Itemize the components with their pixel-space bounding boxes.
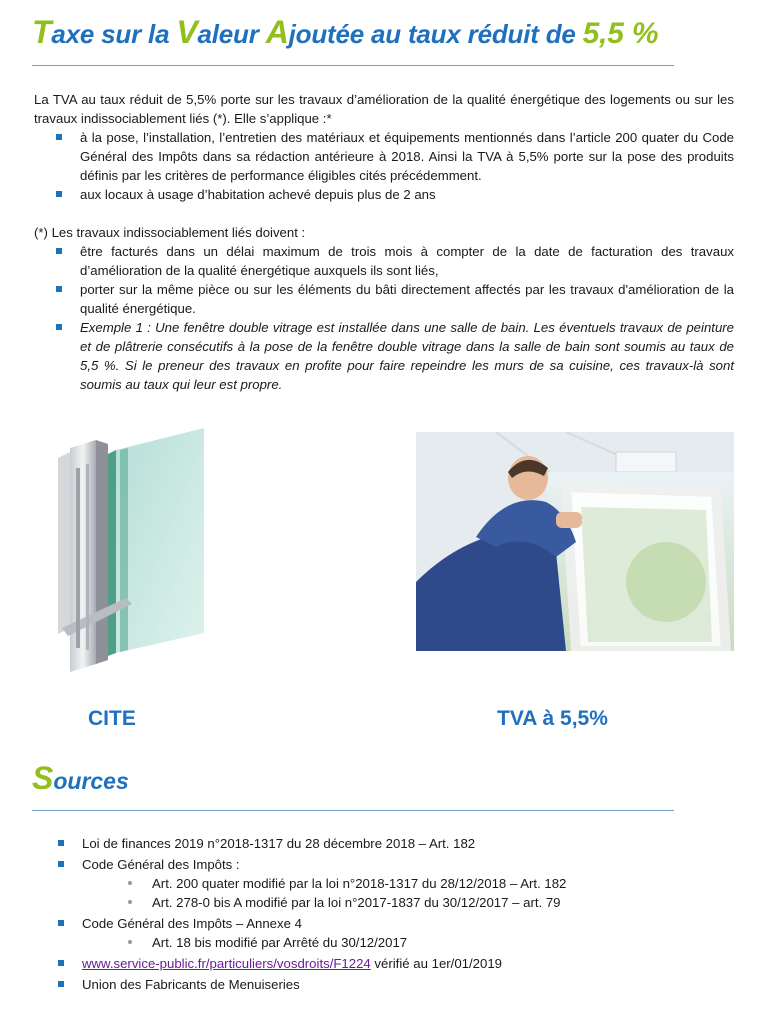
example-item: Exemple 1 : Une fenêtre double vitrage est installée dans une salle de bain. Les éventuels travaux de peinture et de plâtrerie consécutifs à la pose de la fenêtre double vitrage dans la salle de bain sont soumis au taux de 5,5 %. Si le preneur des travaux en profite pour faire repeindre les murs de sa cuisine, ces travaux-là sont soumis au taux qui leur est propre. [80, 318, 734, 394]
window-profile-image [56, 428, 206, 672]
square-bullet-icon [58, 920, 64, 926]
list-item: Union des Fabricants de Menuiseries [58, 975, 618, 994]
tva-caption: TVA à 5,5% [497, 707, 608, 730]
title-divider [32, 65, 674, 66]
tva-description [34, 90, 734, 394]
square-bullet-icon [56, 286, 62, 292]
list-item: Loi de finances 2019 n°2018-1317 du 28 décembre 2018 – Art. 182 [58, 834, 618, 853]
list-item: Art. 200 quater modifié par la loi n°2018-1317 du 28/12/2018 – Art. 182 [128, 874, 618, 893]
square-bullet-icon [58, 960, 64, 966]
dot-bullet-icon [128, 900, 132, 904]
title-initial-v: V [176, 14, 198, 50]
square-bullet-icon [56, 134, 62, 140]
sources-list [58, 834, 618, 996]
list-item: Code Général des Impôts : Art. 200 quater modifié par la loi n°2018-1317 du 28/12/2018 – Art. 182 Art. 278-0 bis A modifié par la loi n°2017-1837 du 30/12/2017 – art. 79 [58, 855, 618, 912]
dot-bullet-icon [128, 881, 132, 885]
service-public-link[interactable]: www.service-public.fr/particuliers/vosdroits/F1224 [82, 956, 371, 971]
intro-paragraph: La TVA au taux réduit de 5,5% porte sur les travaux d’amélioration de la qualité énergétique des logements ou sur les travaux indissociablement liés (*). Elle s’applique :* [34, 92, 734, 126]
title-initial-a: A [265, 14, 289, 50]
list-item: www.service-public.fr/particuliers/vosdroits/F1224 vérifié au 1er/01/2019 [58, 954, 618, 973]
list-item: Code Général des Impôts – Annexe 4 Art. 18 bis modifié par Arrêté du 30/12/2017 [58, 914, 618, 952]
linked-works-list [34, 242, 734, 394]
square-bullet-icon [58, 840, 64, 846]
list-item: Art. 18 bis modifié par Arrêté du 30/12/2017 [128, 933, 618, 952]
dot-bullet-icon [128, 940, 132, 944]
list-item: porter sur la même pièce ou sur les éléments du bâti directement affectés par les travaux d'amélioration de la qualité énergétique. [80, 280, 734, 318]
square-bullet-icon [56, 191, 62, 197]
title-rate: 5,5 % [582, 17, 659, 50]
square-bullet-icon [58, 861, 64, 867]
list-item: Art. 278-0 bis A modifié par la loi n°2017-1837 du 30/12/2017 – art. 79 [128, 893, 618, 912]
cite-caption: CITE [88, 707, 136, 730]
list-item: être facturés dans un délai maximum de trois mois à compter de la date de facturation des travaux d’amélioration de la qualité énergétique auxquels ils sont liés, [80, 242, 734, 280]
square-bullet-icon [56, 248, 62, 254]
sources-divider [32, 810, 674, 811]
square-bullet-icon [56, 324, 62, 330]
title-initial-t: T [32, 14, 52, 50]
page-title: Taxe sur la Valeur Ajoutée au taux réduit de 5,5 % [32, 14, 659, 50]
linked-works-intro: (*) Les travaux indissociablement liés doivent : [34, 225, 306, 240]
square-bullet-icon [58, 981, 64, 987]
window-installation-photo [416, 432, 734, 651]
applies-list [34, 128, 734, 204]
sources-heading: Sources [32, 760, 129, 796]
list-item: à la pose, l’installation, l’entretien des matériaux et équipements mentionnés dans l’article 200 quater du Code Général des Impôts dans sa rédaction antérieure à 2018. Ainsi la TVA à 5,5% porte sur la pose des produits définis par les critères de performance éligibles cités précédemment. [80, 128, 734, 185]
list-item: aux locaux à usage d’habitation achevé depuis plus de 2 ans [80, 185, 734, 204]
